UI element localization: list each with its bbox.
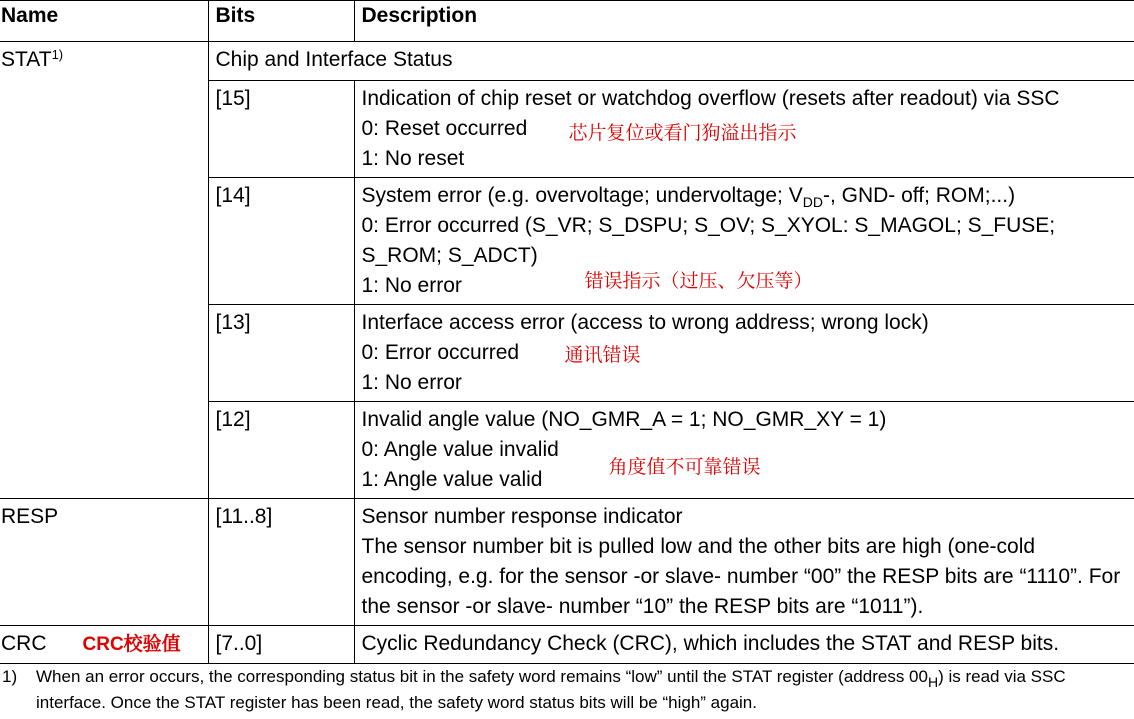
desc-15-line2: 0: Reset occurred bbox=[361, 117, 528, 140]
annotation-system-error: 错误指示（过压、欠压等） bbox=[584, 270, 813, 292]
desc-14-line1 bbox=[362, 181, 1134, 211]
footnote-text-a: When an error occurs, the corresponding status bit in the safety word remains “low” until the STAT register (address 00 bbox=[36, 667, 928, 686]
desc-12 bbox=[354, 402, 1134, 499]
desc-14-line1-a: System error (e.g. overvoltage; undervoltage; V bbox=[361, 184, 803, 207]
stat-summary: Chip and Interface Status bbox=[208, 42, 1134, 81]
desc-15 bbox=[354, 81, 1134, 178]
stat-name-cell bbox=[0, 42, 208, 499]
desc-14-line1-b: -, GND- off; ROM;...) bbox=[822, 184, 1016, 207]
desc-15-line1: Indication of chip reset or watchdog overflow (resets after readout) via SSC bbox=[361, 87, 1060, 110]
bits-14: [14] bbox=[208, 178, 354, 305]
crc-bits: [7..0] bbox=[208, 626, 354, 664]
desc-14-line1-sub: DD bbox=[802, 194, 823, 210]
footnote-number: 1) bbox=[2, 667, 18, 686]
table-row-crc bbox=[0, 626, 1134, 664]
desc-12-line2: 0: Angle value invalid bbox=[361, 438, 559, 461]
header-bits: Bits bbox=[208, 1, 354, 42]
desc-15-line3: 1: No reset bbox=[361, 147, 465, 170]
annotation-chip-reset: 芯片复位或看门狗溢出指示 bbox=[568, 122, 797, 144]
resp-desc bbox=[354, 499, 1134, 626]
desc-12-line1: Invalid angle value (NO_GMR_A = 1; NO_GMR_XY = 1) bbox=[361, 408, 887, 431]
footnote-text bbox=[36, 664, 1134, 716]
desc-13-line1: Interface access error (access to wrong address; wrong lock) bbox=[361, 311, 929, 334]
resp-title: Sensor number response indicator bbox=[361, 505, 683, 528]
footnote bbox=[0, 664, 1134, 716]
desc-13-line2: 0: Error occurred bbox=[361, 341, 520, 364]
crc-desc: Cyclic Redundancy Check (CRC), which includes the STAT and RESP bits. bbox=[354, 626, 1134, 664]
desc-13 bbox=[354, 305, 1134, 402]
resp-name: RESP bbox=[0, 499, 208, 626]
resp-bits: [11..8] bbox=[208, 499, 354, 626]
table-header-row bbox=[0, 1, 1134, 42]
bits-12: [12] bbox=[208, 402, 354, 499]
table-row-resp bbox=[0, 499, 1134, 626]
desc-14-line3: 1: No error bbox=[361, 274, 462, 297]
crc-name-cell bbox=[0, 626, 208, 664]
footnote-ref: 1) bbox=[51, 47, 64, 62]
annotation-crc: CRC校验值 bbox=[82, 634, 181, 655]
desc-13-line3: 1: No error bbox=[361, 371, 462, 394]
annotation-interface-error: 通讯错误 bbox=[564, 344, 641, 366]
footnote-text-b: ) is read via SSC interface. Once the STAT register has been read, the safety word status bits will be “high” again. bbox=[36, 667, 1066, 712]
desc-14 bbox=[354, 178, 1134, 305]
crc-name: CRC bbox=[1, 632, 47, 655]
resp-text: The sensor number bit is pulled low and the other bits are high (one-cold encoding, e.g. for the sensor -or slave- number “00” the RESP bits are “1110”. For the sensor -or slave- number “10” the RESP bits are “1011”). bbox=[361, 535, 1121, 618]
bits-15: [15] bbox=[208, 81, 354, 178]
bits-13: [13] bbox=[208, 305, 354, 402]
header-description: Description bbox=[354, 1, 1134, 42]
footnote-text-sub: H bbox=[927, 674, 939, 690]
desc-14-line2: 0: Error occurred (S_VR; S_DSPU; S_OV; S_XYOL: S_MAGOL; S_FUSE; S_ROM; S_ADCT) bbox=[361, 214, 1056, 267]
desc-12-line3: 1: Angle value valid bbox=[361, 468, 543, 491]
annotation-angle-error: 角度值不可靠错误 bbox=[608, 456, 761, 478]
stat-name: STAT bbox=[1, 48, 52, 71]
header-name: Name bbox=[0, 1, 208, 42]
table-row-stat-summary bbox=[0, 42, 1134, 81]
